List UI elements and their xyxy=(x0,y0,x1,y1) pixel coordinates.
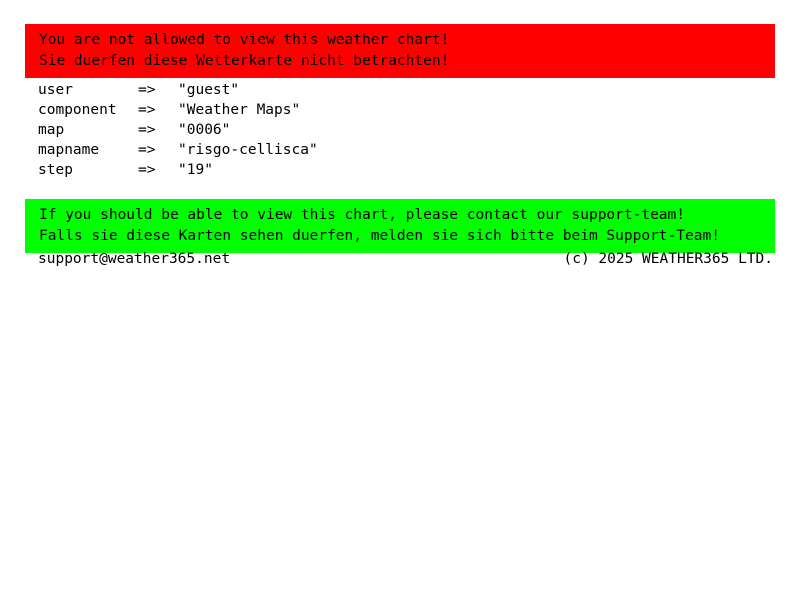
parameter-row-mapname xyxy=(38,140,318,160)
parameter-value: "0006" xyxy=(178,122,231,138)
error-message-de: Sie duerfen diese Wetterkarte nicht betrachten! xyxy=(39,53,450,69)
parameter-arrow: => xyxy=(138,122,156,138)
parameter-key: step xyxy=(38,162,73,178)
parameter-row-step xyxy=(38,160,318,180)
parameter-value: "risgo-cellisca" xyxy=(178,142,318,158)
error-message-en: You are not allowed to view this weather chart! xyxy=(39,32,450,48)
parameter-arrow: => xyxy=(138,102,156,118)
parameter-arrow: => xyxy=(138,142,156,158)
parameter-arrow: => xyxy=(138,162,156,178)
footer xyxy=(38,249,773,269)
parameter-value: "guest" xyxy=(178,82,240,98)
parameter-value: "19" xyxy=(178,162,213,178)
parameter-row-map xyxy=(38,120,318,140)
copyright-text: (c) 2025 WEATHER365 LTD. xyxy=(563,251,773,267)
parameter-value: "Weather Maps" xyxy=(178,102,301,118)
parameter-key: user xyxy=(38,82,73,98)
support-banner xyxy=(25,199,775,253)
parameter-arrow: => xyxy=(138,82,156,98)
parameter-row-component xyxy=(38,100,318,120)
parameter-row-user xyxy=(38,80,318,100)
support-email-link[interactable]: support@weather365.net xyxy=(38,251,231,267)
parameter-key: mapname xyxy=(38,142,100,158)
parameter-list xyxy=(38,80,318,180)
parameter-key: component xyxy=(38,102,117,118)
support-message-en: If you should be able to view this chart, please contact our support-team! xyxy=(39,207,686,223)
parameter-key: map xyxy=(38,122,65,138)
error-banner xyxy=(25,24,775,78)
support-message-de: Falls sie diese Karten sehen duerfen, melden sie sich bitte beim Support-Team! xyxy=(39,228,720,244)
